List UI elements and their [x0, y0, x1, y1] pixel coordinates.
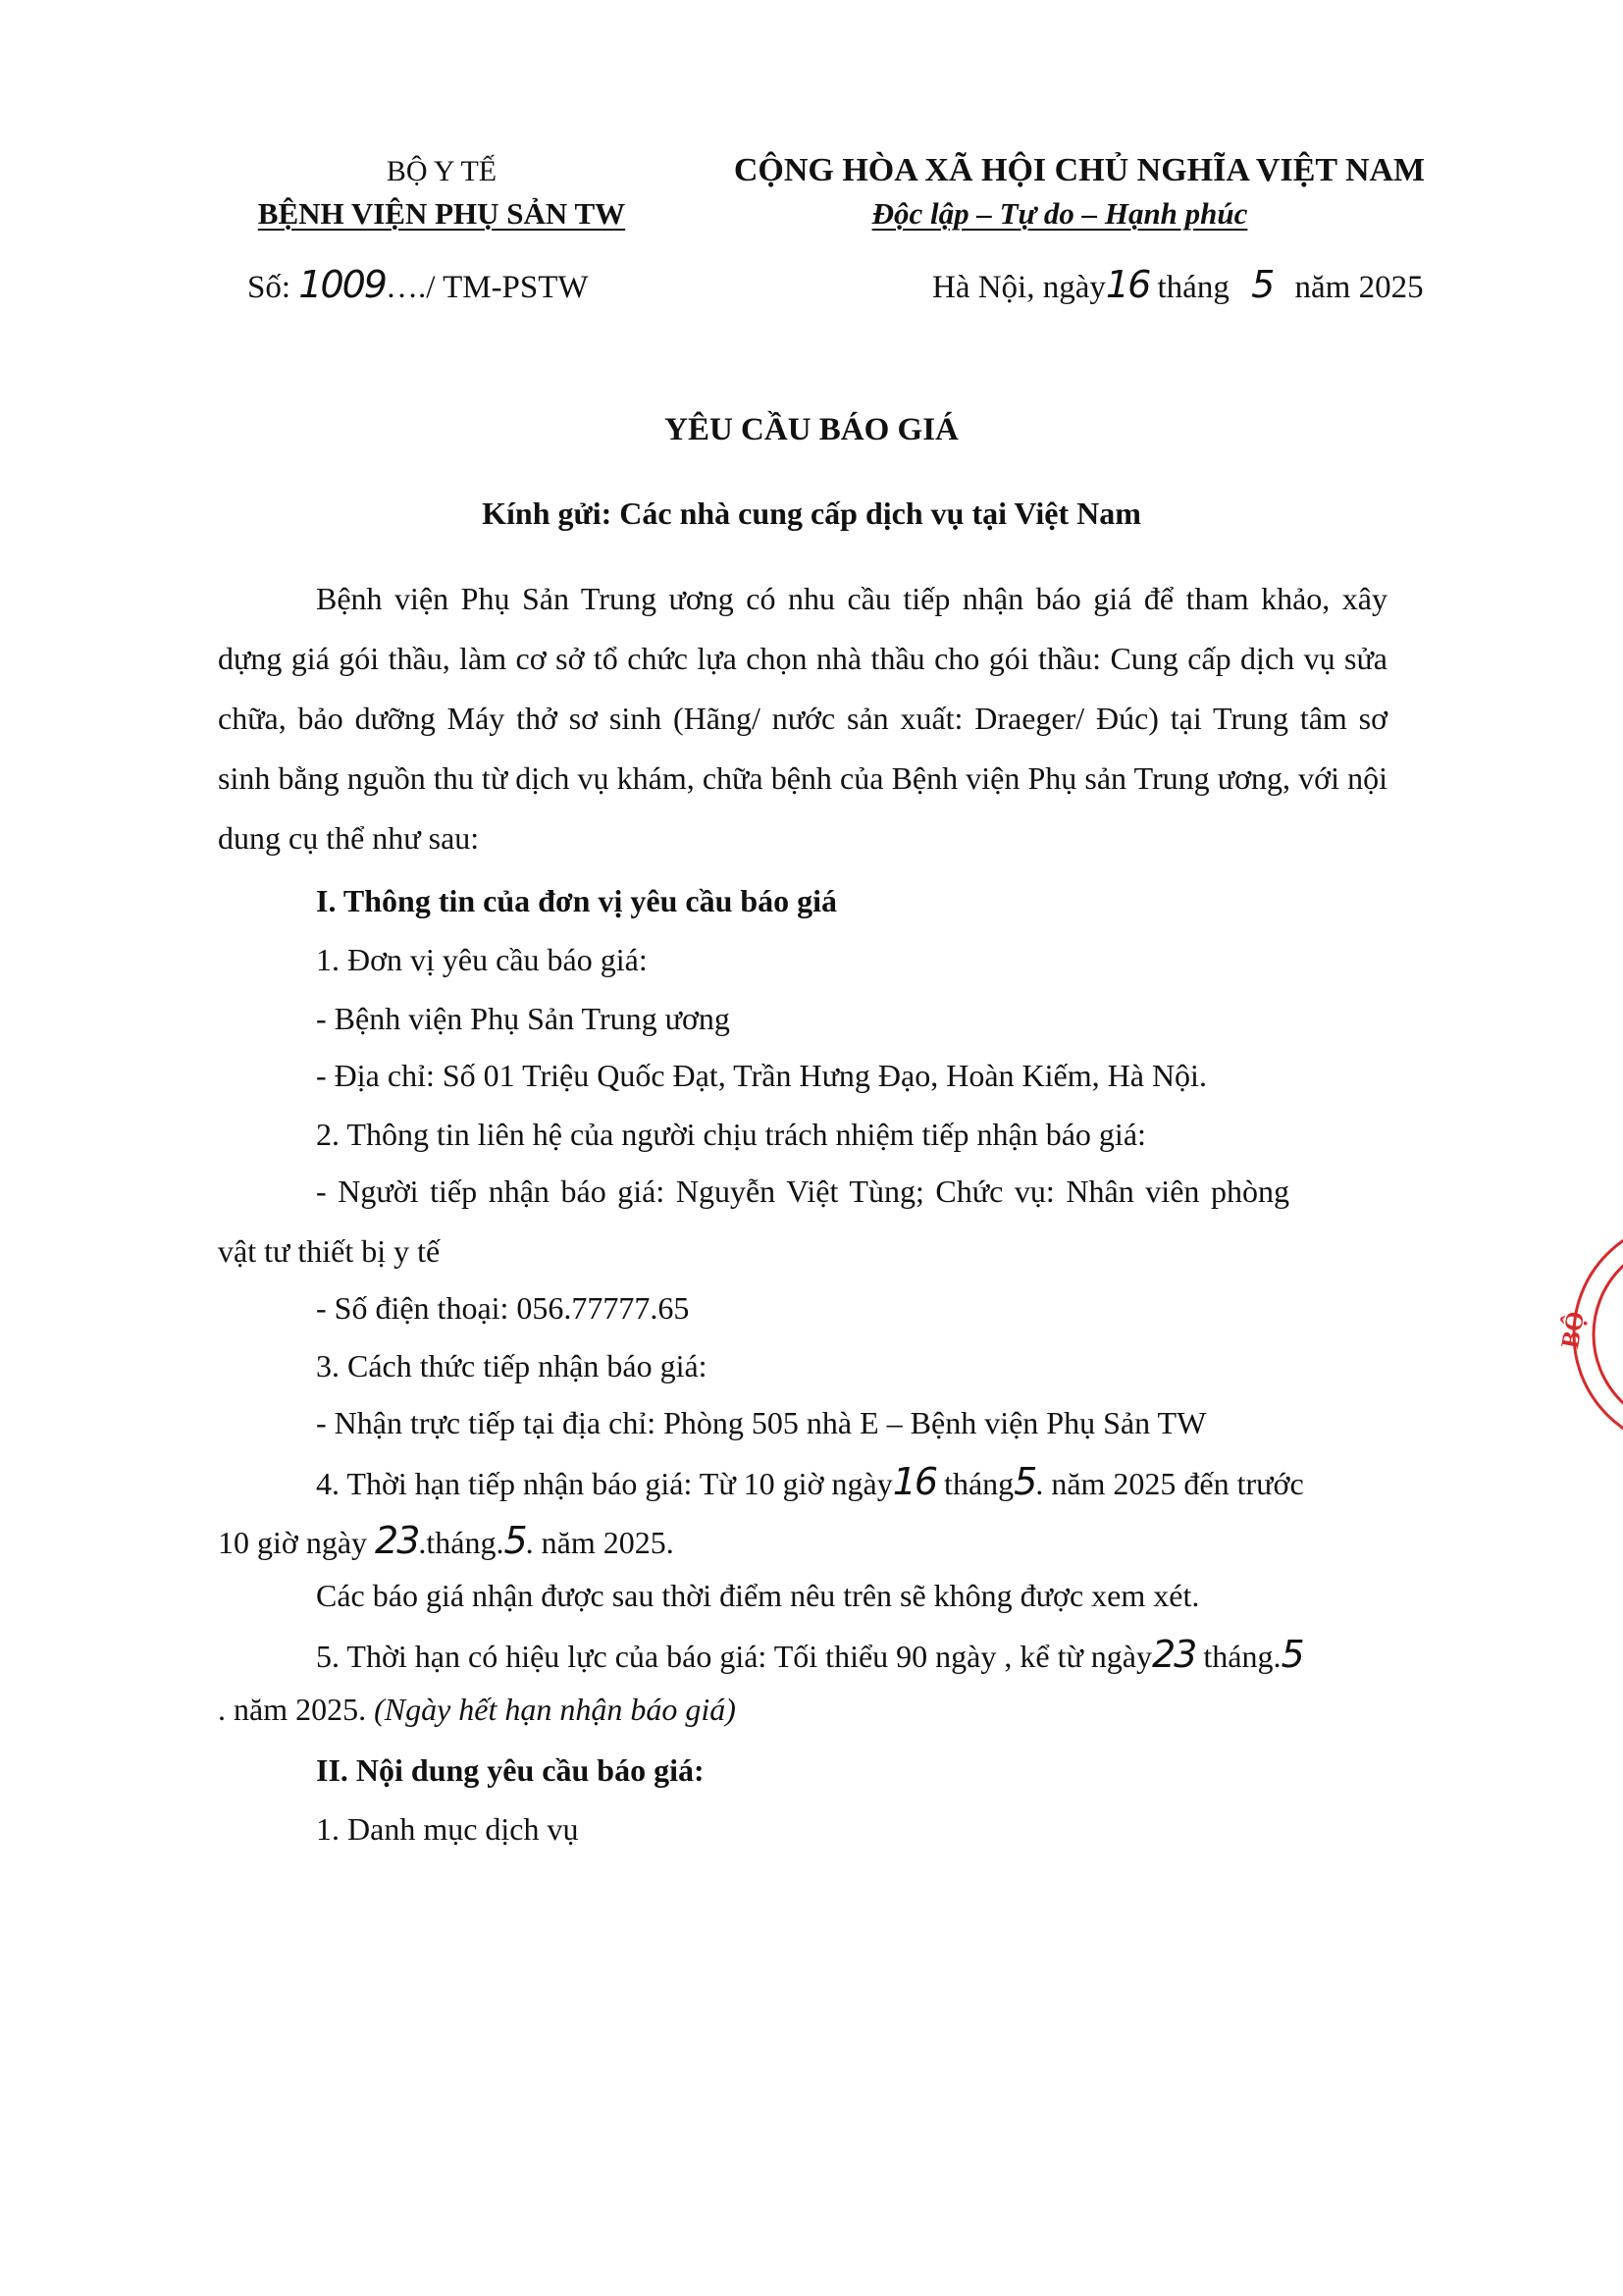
- date-day-handwritten: 16: [1105, 263, 1150, 306]
- section2-heading: II. Nội dung yêu cầu báo giá:: [316, 1752, 705, 1788]
- unit-address: - Địa chỉ: Số 01 Triệu Quốc Đạt, Trần Hưng Đạo, Hoàn Kiếm, Hà Nội.: [316, 1058, 1207, 1093]
- section1-item5-line2: [218, 1692, 736, 1728]
- unit-name: - Bệnh viện Phụ Sản Trung ương: [316, 1001, 730, 1036]
- phone-number: - Số điện thoại: 056.77777.65: [316, 1290, 690, 1326]
- item4-text-c: . năm 2025 đến trước: [1035, 1466, 1304, 1501]
- item5-text-c: . năm 2025.: [218, 1692, 367, 1727]
- item5-day-handwritten: 23: [1152, 1633, 1196, 1676]
- section1-item3: 3. Cách thức tiếp nhận báo giá:: [316, 1348, 707, 1383]
- receiver-paragraph: [218, 1162, 1289, 1281]
- item5-text-a: 5. Thời hạn có hiệu lực của báo giá: Tối thiểu 90 ngày , kể từ ngày: [316, 1639, 1152, 1674]
- item4-text-c-tail: 10 giờ ngày: [218, 1525, 368, 1560]
- item4-text-b: tháng: [944, 1466, 1015, 1501]
- date-month-handwritten: 5: [1251, 263, 1274, 306]
- item4-text-a: 4. Thời hạn tiếp nhận báo giá: Từ 10 giờ ngày: [316, 1466, 893, 1501]
- item4-text-e: . năm 2025.: [525, 1525, 674, 1560]
- section2-item1: 1. Danh mục dịch vụ: [316, 1811, 579, 1847]
- hospital-name: BỆNH VIỆN PHỤ SẢN TW: [257, 196, 626, 231]
- ministry-name: BỘ Y TẾ: [386, 155, 497, 187]
- item5-month-handwritten: 5: [1281, 1633, 1303, 1676]
- motto: Độc lập – Tự do – Hạnh phúc: [871, 196, 1248, 231]
- number-handwritten: 1009: [298, 263, 386, 306]
- section1-item4-line1: [316, 1460, 1304, 1503]
- item4-month1-handwritten: 5: [1014, 1460, 1036, 1503]
- item4-day1-handwritten: 16: [892, 1460, 937, 1503]
- nation-title: CỘNG HÒA XÃ HỘI CHỦ NGHĨA VIỆT NAM: [733, 152, 1426, 188]
- section1-heading: I. Thông tin của đơn vị yêu cầu báo giá: [316, 883, 838, 918]
- number-prefix: Số:: [247, 270, 291, 305]
- section1-item2: 2. Thông tin liên hệ của người chịu trách nhiệm tiếp nhận báo giá:: [316, 1117, 1146, 1152]
- recipient-line: Kính gửi: Các nhà cung cấp dịch vụ tại Việt Nam: [482, 496, 1141, 531]
- item4-day2-handwritten: 23: [375, 1519, 419, 1562]
- intro-text: Bệnh viện Phụ Sản Trung ương có nhu cầu tiếp nhận báo giá để tham khảo, xây dựng giá gói thầu, làm cơ sở tổ chức lựa chọn nhà thầu cho gói thầu: Cung cấp dịch vụ sửa chữa, bảo dưỡng Máy thở sơ sinh (Hãng/ nước sản xuất: Draeger/ Đúc) tại Trung tâm sơ sinh bằng nguồn thu từ dịch vụ khám, chữa bệnh của Bệnh viện Phụ sản Trung ương, với nội dung cụ thể như sau:: [218, 581, 1387, 856]
- issue-date: [932, 263, 1424, 306]
- item5-text-b: tháng.: [1203, 1639, 1282, 1674]
- item5-note: (Ngày hết hạn nhận báo giá): [374, 1692, 736, 1727]
- red-stamp-partial: [1541, 1217, 1623, 1452]
- late-note: Các báo giá nhận được sau thời điểm nêu trên sẽ không được xem xét.: [316, 1578, 1200, 1613]
- date-month-label: tháng: [1157, 270, 1230, 305]
- stamp-text: BỘ: [1555, 1309, 1591, 1351]
- document-title: YÊU CẦU BÁO GIÁ: [664, 412, 959, 447]
- item4-text-d: .tháng.: [418, 1525, 504, 1560]
- document-number: [247, 263, 589, 306]
- section1-item1: 1. Đơn vị yêu cầu báo giá:: [316, 942, 648, 977]
- number-suffix: …./ TM-PSTW: [386, 270, 589, 305]
- item4-month2-handwritten: 5: [503, 1519, 526, 1562]
- receive-method: - Nhận trực tiếp tại địa chỉ: Phòng 505 nhà E – Bệnh viện Phụ Sản TW: [316, 1405, 1207, 1440]
- date-prefix: Hà Nội, ngày: [932, 270, 1106, 305]
- section1-item4-line2: [218, 1519, 674, 1562]
- intro-paragraph: [218, 569, 1387, 868]
- receiver-text: - Người tiếp nhận báo giá: Nguyễn Việt Tùng; Chức vụ: Nhân viên phòng vật tư thiết bị y tế: [218, 1174, 1289, 1269]
- section1-item5-line1: [316, 1633, 1303, 1676]
- date-year: năm 2025: [1294, 270, 1424, 305]
